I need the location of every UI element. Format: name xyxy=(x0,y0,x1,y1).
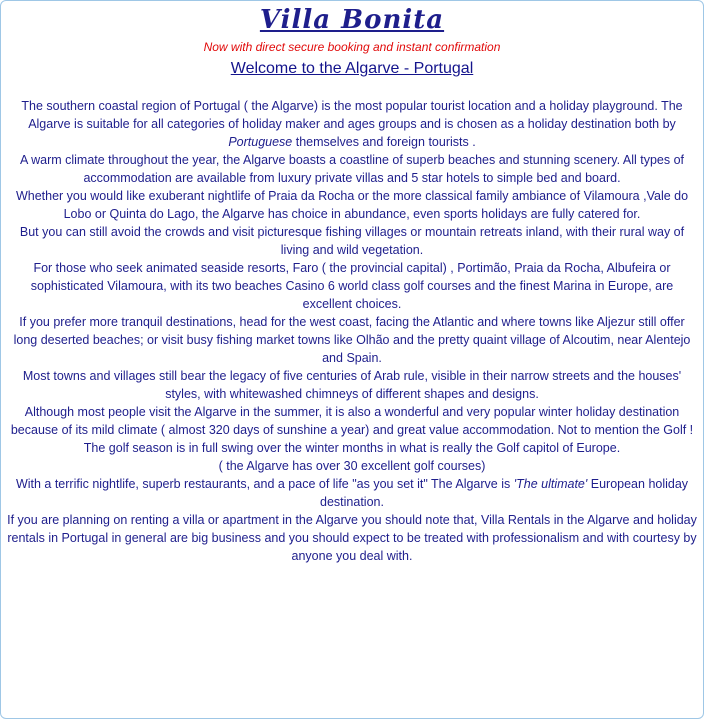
booking-subtitle: Now with direct secure booking and instant confirmation xyxy=(203,40,501,54)
paragraph-climate: A warm climate throughout the year, the Algarve boasts a coastline of superb beaches and stunning scenery. All types of accommodation are available from luxury private villas and 5 star hotels to simple bed and board. xyxy=(19,153,685,185)
ultimate-text-b: European holiday destination. xyxy=(320,477,689,509)
intro-italic: Portuguese xyxy=(228,135,293,149)
paragraph-west-coast: If you prefer more tranquil destinations, head for the west coast, facing the Atlantic and where towns like Aljezur still offer long deserted beaches; or visit busy fishing market towns like Olhão and the pretty quaint village of Alcoutim, near Alentejo and Spain. xyxy=(13,315,691,365)
intro-text-a: The southern coastal region of Portugal ( the Algarve) is the most popular tourist location and a holiday playground. The Algarve is suitable for all categories of holiday maker and ages groups and is chosen as a holiday destination both by xyxy=(21,99,683,131)
paragraph-arab-legacy: Most towns and villages still bear the legacy of five centuries of Arab rule, visible in their narrow streets and the houses' styles, with whitewashed chimneys of different shapes and designs. xyxy=(22,369,682,401)
welcome-heading[interactable]: Welcome to the Algarve - Portugal xyxy=(230,60,474,77)
paragraph-resorts: For those who seek animated seaside resorts, Faro ( the provincial capital) , Portimão, Praia da Rocha, Albufeira or sophisticated Vilamoura, with its two beaches Casino 6 world class golf courses and the finest Marina in Europe, are excellent choices. xyxy=(30,261,674,311)
paragraph-rentals: If you are planning on renting a villa or apartment in the Algarve you should note that, Villa Rentals in the Algarve and holiday rentals in Portugal in general are big business and you should expect to be treated with professionalism and with courtesy by anyone you deal with. xyxy=(7,513,697,563)
paragraph-ultimate xyxy=(6,475,698,511)
intro-text-b: themselves and foreign tourists . xyxy=(292,135,476,149)
ultimate-italic: 'The ultimate' xyxy=(513,477,588,491)
ultimate-text-a: With a terrific nightlife, superb restaurants, and a pace of life "as you set it" The Algarve is xyxy=(15,477,514,491)
site-title[interactable]: Villa Bonita xyxy=(259,5,445,35)
paragraph-intro xyxy=(6,97,698,151)
article-body xyxy=(6,97,698,565)
paragraph-golf-courses: ( the Algarve has over 30 excellent golf courses) xyxy=(218,459,486,473)
paragraph-nightlife: Whether you would like exuberant nightlife of Praia da Rocha or the more classical family ambiance of Vilamoura ,Vale do Lobo or Quinta do Lago, the Algarve has choice in abundance, even sports holidays are fully catered for. xyxy=(15,189,689,221)
paragraph-villages: But you can still avoid the crowds and visit picturesque fishing villages or mountain retreats inland, with their rural way of living and wild vegetation. xyxy=(19,225,685,257)
paragraph-winter: Although most people visit the Algarve in the summer, it is also a wonderful and very popular winter holiday destination because of its mild climate ( almost 320 days of sunshine a year) and great value accommodation. Not to mention the Golf ! xyxy=(10,405,694,437)
paragraph-golf-season: The golf season is in full swing over the winter months in what is really the Golf capitol of Europe. xyxy=(83,441,621,455)
